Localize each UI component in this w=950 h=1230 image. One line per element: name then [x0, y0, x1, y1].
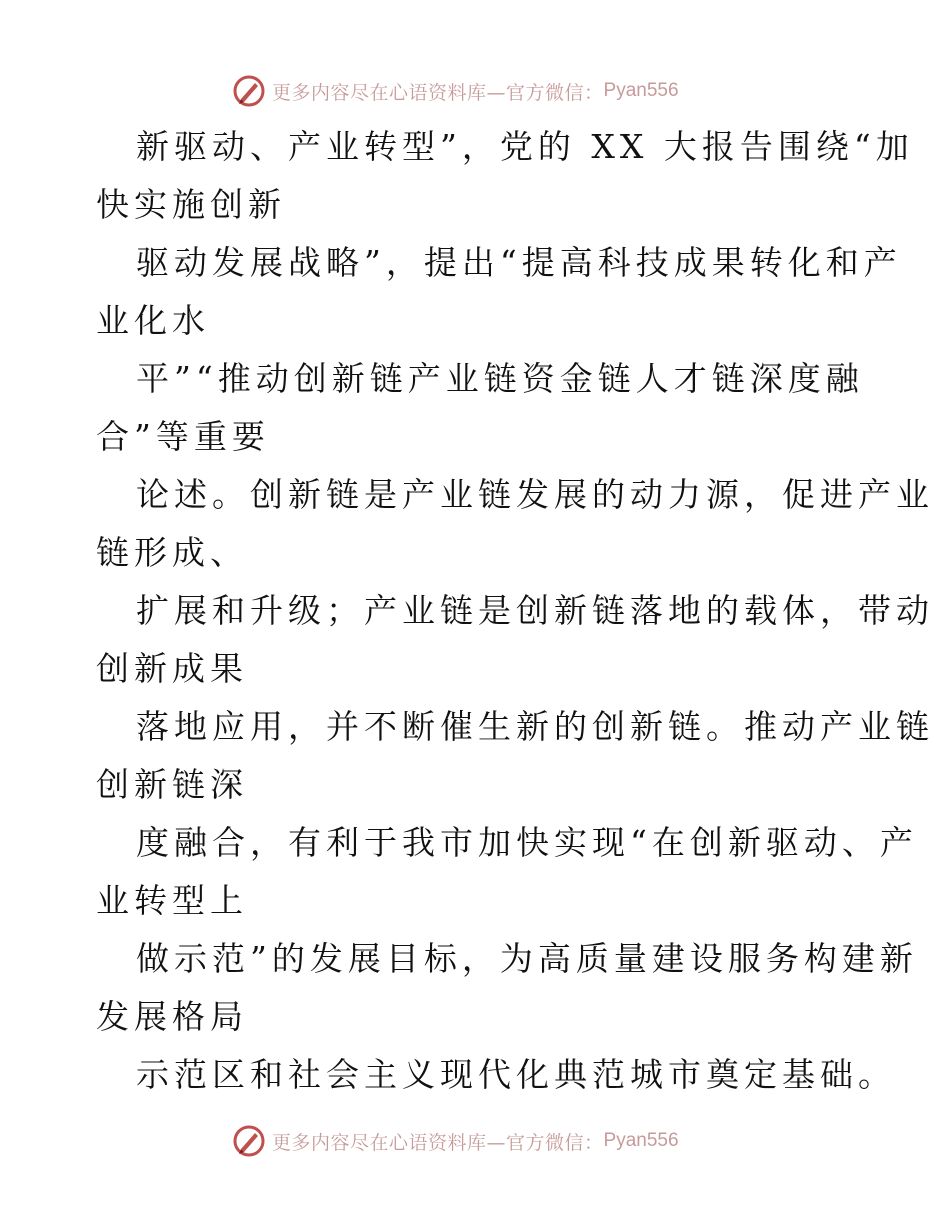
text-line: 扩展和升级；产业链是创新链落地的载体，带动: [136, 591, 934, 630]
text-line: 业化水: [96, 301, 210, 340]
text-line: 业转型上: [96, 881, 248, 920]
text-line: 创新链深: [96, 765, 248, 804]
text-line: 驱动发展战略”，提出“提高科技成果转化和产: [136, 243, 902, 282]
text-line: 做示范”的发展目标，为高质量建设服务构建新: [136, 939, 918, 978]
text-line: 论述。创新链是产业链发展的动力源，促进产业: [136, 475, 934, 514]
watermark-wechat-id: Pyan556: [603, 80, 679, 101]
text-line: 快实施创新: [96, 185, 286, 224]
watermark-text: 更多内容尽在心语资料库—官方微信：: [272, 81, 604, 104]
text-line: 链形成、: [96, 533, 248, 572]
pen-logo-icon: [232, 1124, 266, 1158]
document-body: [96, 118, 934, 1104]
watermark-text: 更多内容尽在心语资料库—官方微信：: [272, 1131, 604, 1154]
text-line: 落地应用，并不断催生新的创新链。推动产业链: [136, 707, 934, 746]
text-line: 创新成果: [96, 649, 248, 688]
text-line: 示范区和社会主义现代化典范城市奠定基础。: [136, 1055, 896, 1094]
header-watermark: [232, 71, 712, 111]
footer-watermark: [232, 1121, 712, 1161]
text-line: 新驱动、产业转型”，党的 XX 大报告围绕“加: [136, 127, 914, 166]
pen-logo-icon: [232, 74, 266, 108]
watermark-wechat-id: Pyan556: [603, 1130, 679, 1151]
text-line: 平”“推动创新链产业链资金链人才链深度融: [136, 359, 864, 398]
text-line: 度融合，有利于我市加快实现“在创新驱动、产: [136, 823, 918, 862]
text-line: 发展格局: [96, 997, 248, 1036]
text-line: 合”等重要: [96, 417, 270, 456]
